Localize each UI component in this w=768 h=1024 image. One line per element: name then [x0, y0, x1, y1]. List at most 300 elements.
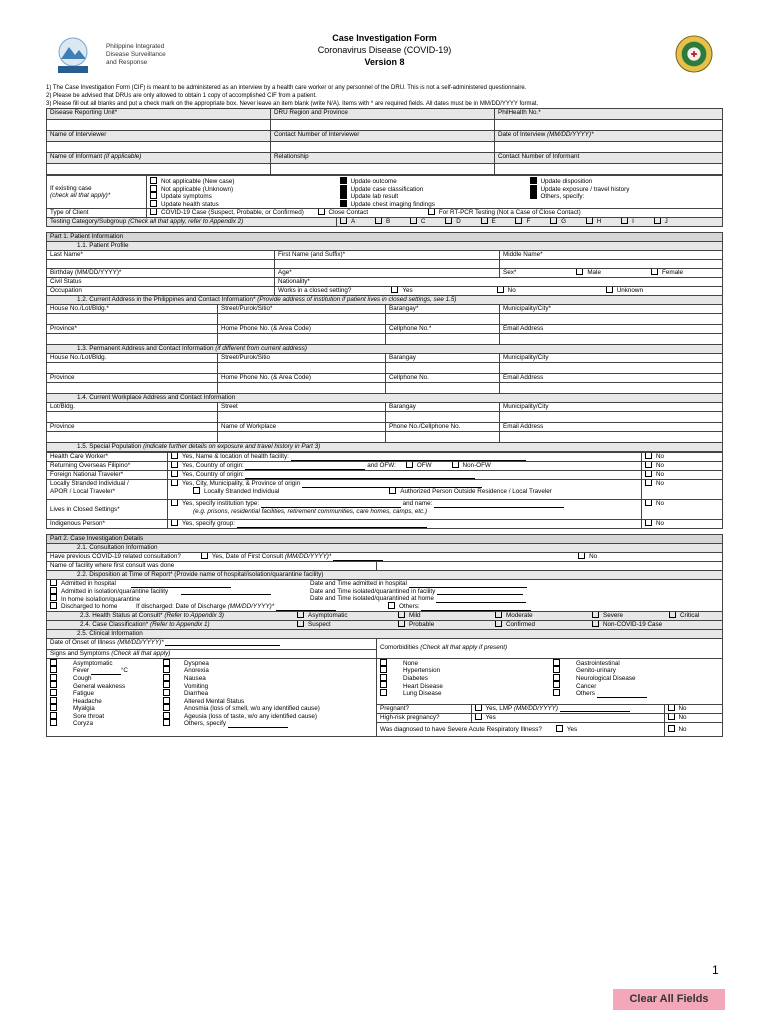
work-lot-field[interactable] — [47, 412, 218, 423]
hcw-label: Health Care Worker* — [47, 453, 168, 462]
checkbox[interactable] — [171, 480, 178, 487]
checkbox[interactable] — [621, 218, 628, 225]
sex-label: Sex* — [503, 269, 517, 277]
checkbox[interactable] — [481, 218, 488, 225]
perm-cellphone-field[interactable] — [386, 383, 500, 394]
option-label: Yes — [402, 287, 413, 295]
option-label: Vomiting — [184, 682, 209, 690]
checkbox[interactable] — [669, 611, 676, 618]
section-1-3-title — [47, 345, 723, 354]
checkbox[interactable] — [201, 553, 208, 560]
pregnant-yes — [471, 704, 664, 713]
checkbox[interactable] — [388, 602, 395, 609]
existing-label-note: (check all that apply)* — [50, 192, 111, 200]
closed-label: Lives in Closed Settings* — [47, 500, 168, 520]
comorbidities-header — [377, 638, 723, 658]
checkbox[interactable] — [171, 462, 178, 469]
perm-home-phone-label: Home Phone No. (& Area Code) — [218, 374, 386, 383]
sex-field — [500, 269, 723, 278]
last-name-label: Last Name* — [47, 251, 275, 260]
option-label: No — [656, 453, 665, 461]
work-email-field[interactable] — [500, 432, 723, 443]
checkbox[interactable] — [318, 209, 325, 216]
checkbox[interactable] — [398, 620, 405, 627]
checkbox[interactable] — [375, 218, 382, 225]
municipality-field[interactable] — [500, 314, 723, 325]
option-label: Asymptomatic — [73, 659, 113, 667]
disposition-date-line[interactable] — [436, 596, 526, 603]
option-label: No — [678, 704, 687, 712]
street-field[interactable] — [218, 314, 386, 325]
section-2-5-title: 2.5. Clinical Information — [47, 629, 723, 638]
region-field[interactable] — [271, 120, 495, 131]
special-population-table — [46, 452, 723, 529]
checkbox[interactable] — [171, 453, 178, 460]
closed-name-line[interactable] — [434, 501, 564, 508]
checkbox[interactable] — [297, 620, 304, 627]
facility-label: Name of facility where first consult was done — [47, 562, 377, 571]
logo-line-1: Philippine Integrated — [106, 43, 165, 50]
other-symptoms-line[interactable] — [228, 721, 288, 728]
checkbox[interactable] — [475, 713, 482, 720]
checkbox[interactable] — [606, 287, 613, 294]
existing-col-1 — [147, 176, 337, 209]
instruction-1: 1) The Case Investigation Form (CIF) is meant to be administered as an interview by a health care worker or any personnel of the DRU. This is not a self-administered questionnaire. — [46, 85, 527, 91]
checkbox[interactable] — [50, 674, 57, 681]
checkbox[interactable] — [530, 185, 537, 192]
option-label: Genito-urinary — [576, 667, 616, 675]
work-municipality-field[interactable] — [500, 412, 723, 423]
checkbox[interactable] — [163, 689, 170, 696]
section-2-4-text: 2.4. Case Classification* — [80, 620, 150, 628]
checkbox[interactable] — [586, 218, 593, 225]
checkbox[interactable] — [475, 704, 482, 711]
option-label: B — [385, 218, 391, 226]
section-1-3-text: 1.3. Permanent Address and Contact Information — [77, 345, 216, 353]
option-label: No — [656, 520, 665, 528]
signs-header — [47, 649, 377, 658]
section-2-4-title — [50, 621, 297, 628]
checkbox[interactable] — [578, 553, 585, 560]
checkbox[interactable] — [380, 689, 387, 696]
option-label: Not applicable (Unknown) — [161, 185, 234, 193]
middle-name-field[interactable] — [500, 260, 723, 269]
option-label: Heart Disease — [403, 682, 443, 690]
clear-all-fields-button[interactable]: Clear All Fields — [613, 989, 725, 1010]
part2-title: Part 2. Case Investigation Details — [47, 535, 723, 544]
work-phone-field[interactable] — [386, 432, 500, 443]
checkbox[interactable] — [163, 659, 170, 666]
checkbox[interactable] — [380, 666, 387, 673]
foreign-no — [642, 471, 723, 480]
option-label: Severe — [603, 611, 623, 619]
checkbox[interactable] — [651, 269, 658, 276]
option-label: Yes, specify institution type: — [182, 500, 260, 508]
signs-note: (Check all that apply) — [111, 649, 171, 657]
work-municipality-label: Municipality/City — [500, 403, 723, 412]
checkbox[interactable] — [553, 659, 560, 666]
checkbox[interactable] — [163, 712, 170, 719]
option-label: Update disposition — [540, 178, 593, 186]
checkbox[interactable] — [171, 471, 178, 478]
option-label: Yes, Date of First Consult — [211, 553, 285, 561]
work-barangay-label: Barangay — [386, 403, 500, 412]
option-label: Male — [587, 269, 601, 277]
checkbox[interactable] — [452, 462, 459, 469]
checkbox[interactable] — [50, 697, 57, 704]
part2-table — [46, 534, 723, 737]
checkbox[interactable] — [556, 725, 563, 732]
perm-email-field[interactable] — [500, 383, 723, 394]
checkbox[interactable] — [391, 287, 398, 294]
instructions — [46, 84, 723, 108]
work-province-label: Province — [47, 423, 218, 432]
contact-informant-field[interactable] — [495, 164, 723, 175]
highrisk-yes — [471, 713, 664, 722]
occupation-label: Occupation — [47, 287, 275, 296]
checkbox[interactable] — [645, 500, 652, 507]
cellphone-field[interactable] — [386, 334, 500, 345]
perm-email-label: Email Address — [500, 374, 723, 383]
form-header — [46, 30, 723, 84]
checkbox[interactable] — [50, 681, 57, 688]
checkbox[interactable] — [150, 192, 157, 199]
closed-and-label: and name: — [402, 500, 433, 508]
section-2-2-title: 2.2. Disposition at Time of Report* (Provide name of hospital/isolation/quarantine facility) — [47, 571, 723, 580]
doh-seal — [675, 35, 713, 73]
client-type-options — [147, 209, 723, 218]
section-1-2-note: (Provide address of institution if patient lives in closed settings, see 1.5) — [257, 296, 457, 304]
option-label: Others — [576, 690, 595, 698]
testing-category-options — [337, 218, 723, 227]
checkbox[interactable] — [50, 666, 57, 673]
checkbox[interactable] — [445, 218, 452, 225]
barangay-field[interactable] — [386, 314, 500, 325]
checkbox[interactable] — [398, 611, 405, 618]
hcw-options — [168, 453, 642, 462]
part1-title: Part 1. Patient Information — [47, 233, 723, 242]
checkbox[interactable] — [340, 192, 347, 199]
relationship-label: Relationship — [271, 153, 495, 164]
discharge-format: (MM/DD/YYYY)* — [227, 603, 275, 611]
foreign-country-line[interactable] — [245, 472, 475, 479]
workplace-label: Name of Workplace — [218, 423, 386, 432]
checkbox[interactable] — [50, 659, 57, 666]
date-interview-field[interactable] — [495, 142, 723, 153]
checkbox[interactable] — [668, 704, 675, 711]
foreign-label: Foreign National Traveler* — [47, 471, 168, 480]
pregnant-label: Pregnant? — [377, 704, 471, 713]
option-label: I — [632, 218, 634, 226]
checkbox[interactable] — [163, 704, 170, 711]
checkbox[interactable] — [150, 209, 157, 216]
option-label: Admitted in hospital — [61, 580, 116, 588]
perm-municipality-field[interactable] — [500, 363, 723, 374]
option-label: Non-OFW — [462, 462, 491, 470]
perm-house-label: House No./Lot/Bldg. — [47, 354, 218, 363]
checkbox[interactable] — [163, 681, 170, 688]
checkbox[interactable] — [654, 218, 661, 225]
checkbox[interactable] — [515, 218, 522, 225]
checkbox[interactable] — [50, 587, 57, 594]
lsi-options — [168, 480, 642, 500]
perm-street-field[interactable] — [218, 363, 386, 374]
checkbox[interactable] — [428, 209, 435, 216]
option-label: D — [456, 218, 461, 226]
checkbox[interactable] — [668, 713, 675, 720]
onset-date-line[interactable] — [165, 639, 280, 646]
closed-no — [642, 500, 723, 520]
testing-label-text: Testing Category/Subgroup — [50, 218, 129, 226]
checkbox[interactable] — [297, 611, 304, 618]
checkbox[interactable] — [553, 689, 560, 696]
checkbox[interactable] — [645, 471, 652, 478]
perm-cellphone-label: Cellphone No. — [386, 374, 500, 383]
section-2-3-text: 2.3. Health Status at Consult* — [80, 611, 165, 619]
hcw-facility-line[interactable] — [291, 454, 526, 461]
option-label: Mild — [409, 611, 421, 619]
cellphone-label: Cellphone No.* — [386, 325, 500, 334]
checkbox[interactable] — [50, 719, 57, 726]
option-label: For RT-PCR Testing (Not a Case of Close Contact) — [438, 209, 581, 217]
section-1-5-text: 1.5. Special Population — [77, 443, 144, 451]
checkbox[interactable] — [389, 487, 396, 494]
section-1-2-text: 1.2. Current Address in the Philippines and Contact Information* — [77, 296, 258, 304]
form-subtitle: Coronavirus Disease (COVID-19) — [317, 45, 452, 55]
informant-text: Name of Informant — [50, 153, 104, 160]
checkbox[interactable] — [150, 185, 157, 192]
perm-municipality-label: Municipality/City — [500, 354, 723, 363]
perm-home-phone-field[interactable] — [218, 383, 386, 394]
form-title-block — [46, 32, 723, 68]
option-label: Admitted in isolation/quarantine facility — [61, 588, 169, 596]
interviewer-field[interactable] — [47, 142, 271, 153]
checkbox[interactable] — [193, 487, 200, 494]
lmp-date-line[interactable] — [560, 705, 630, 712]
checkbox[interactable] — [410, 218, 417, 225]
perm-province-field[interactable] — [47, 383, 218, 394]
checkbox[interactable] — [150, 200, 157, 207]
section-1-1-title: 1.1. Patient Profile — [47, 242, 723, 251]
existing-case-label — [47, 176, 147, 209]
checkbox[interactable] — [592, 620, 599, 627]
option-label: Authorized Person Outside Residence / Local Traveler — [400, 488, 552, 496]
work-lot-label: Lot/Bldg. — [47, 403, 218, 412]
home-phone-label: Home Phone No. (& Area Code) — [218, 325, 386, 334]
checkbox[interactable] — [50, 602, 57, 609]
option-label: None — [403, 659, 419, 667]
philhealth-field[interactable] — [495, 120, 723, 131]
discharge-date-line[interactable] — [276, 604, 336, 611]
last-name-field[interactable] — [47, 260, 275, 269]
checkbox[interactable] — [380, 659, 387, 666]
checkbox[interactable] — [550, 218, 557, 225]
checkbox[interactable] — [163, 719, 170, 726]
logo-line-3: and Response — [106, 59, 148, 66]
form-page — [46, 30, 723, 737]
indigenous-group-line[interactable] — [237, 521, 427, 528]
relationship-field[interactable] — [271, 164, 495, 175]
option-label: Headache — [73, 697, 102, 705]
checkbox[interactable] — [645, 462, 652, 469]
option-label: Discharged to home — [61, 603, 118, 611]
email-field[interactable] — [500, 334, 723, 345]
section-1-5-title — [47, 443, 723, 452]
disposition-line[interactable] — [181, 588, 271, 595]
checkbox[interactable] — [553, 681, 560, 688]
work-street-label: Street — [218, 403, 386, 412]
option-label: Confirmed — [506, 620, 536, 628]
contact-interviewer-field[interactable] — [271, 142, 495, 153]
foreign-options — [168, 471, 642, 480]
lmp-format: (MM/DD/YYYY) — [513, 704, 558, 712]
option-label: Moderate — [506, 611, 533, 619]
first-consult-date-line[interactable] — [333, 554, 383, 561]
option-label: Fever — [73, 667, 90, 675]
province-field[interactable] — [47, 334, 218, 345]
region-label: DRU Region and Province — [271, 109, 495, 120]
option-label: Yes, City, Municipality, & Province of origin — [182, 480, 301, 488]
disposition-block — [47, 580, 723, 611]
pregnant-no — [664, 704, 722, 713]
checkbox[interactable] — [380, 674, 387, 681]
fever-temperature-line[interactable] — [91, 668, 121, 675]
option-label: Unknown — [616, 287, 643, 295]
checkbox[interactable] — [553, 666, 560, 673]
previous-consult-label: Have previous COVID-19 related consultation? — [50, 553, 181, 561]
checkbox[interactable] — [50, 594, 57, 601]
checkbox[interactable] — [340, 218, 347, 225]
checkbox[interactable] — [495, 620, 502, 627]
date-interview-text: Date of Interview — [498, 131, 547, 138]
other-comorbidity-line[interactable] — [597, 691, 647, 698]
checkbox[interactable] — [576, 269, 583, 276]
checkbox[interactable] — [530, 192, 537, 199]
home-phone-field[interactable] — [218, 334, 386, 345]
option-label: Myalgia — [73, 705, 95, 713]
facility-field[interactable] — [377, 562, 723, 571]
option-label: General weakness — [73, 682, 126, 690]
checkbox[interactable] — [645, 480, 652, 487]
checkbox[interactable] — [340, 177, 347, 184]
checkbox[interactable] — [645, 520, 652, 527]
ofw-country-line[interactable] — [245, 463, 365, 470]
option-label: Lung Disease — [403, 690, 442, 698]
checkbox[interactable] — [50, 689, 57, 696]
work-barangay-field[interactable] — [386, 412, 500, 423]
checkbox[interactable] — [495, 611, 502, 618]
ofw-options — [168, 462, 642, 471]
others-line[interactable] — [421, 604, 531, 611]
option-label: Yes, LMP — [485, 704, 514, 712]
checkbox[interactable] — [171, 520, 178, 527]
testing-label-note: (Check all that apply, refer to Appendix 2) — [128, 218, 244, 226]
date-interview-label — [495, 131, 723, 142]
checkbox[interactable] — [340, 185, 347, 192]
option-label: Yes — [566, 725, 578, 733]
sari-label: Was diagnosed to have Severe Acute Respiratory Illness? — [380, 725, 542, 733]
option-label: Update lab result — [350, 193, 399, 201]
checkbox[interactable] — [497, 287, 504, 294]
checkbox[interactable] — [406, 462, 413, 469]
highrisk-label: High-risk pregnancy? — [377, 713, 471, 722]
section-1-3-note: (if different from current address) — [215, 345, 307, 353]
work-province-field[interactable] — [47, 432, 218, 443]
checkbox[interactable] — [163, 697, 170, 704]
perm-province-label: Province — [47, 374, 218, 383]
option-label: Anorexia — [184, 667, 209, 675]
checkbox[interactable] — [171, 500, 178, 507]
option-label: Female — [661, 269, 683, 277]
checkbox[interactable] — [163, 666, 170, 673]
section-2-1-title: 2.1. Consultation Information — [47, 544, 723, 553]
first-name-field[interactable] — [275, 260, 500, 269]
option-label: Yes, Country of origin: — [182, 462, 244, 470]
closed-example: (e.g. prisons, residential facilities, retirement communities, care homes, camps, etc.) — [193, 507, 428, 515]
checkbox[interactable] — [163, 674, 170, 681]
option-label: J — [664, 218, 668, 226]
option-label: Sore throat — [73, 712, 105, 720]
section-2-4-note: (Refer to Appendix 1) — [150, 620, 210, 628]
closed-type-line[interactable] — [261, 501, 401, 508]
checkbox[interactable] — [592, 611, 599, 618]
disposition-line[interactable] — [131, 581, 231, 588]
work-street-field[interactable] — [218, 412, 386, 423]
option-label: C — [420, 218, 426, 226]
option-label: No — [507, 287, 516, 295]
perm-house-field[interactable] — [47, 363, 218, 374]
disposition-date-line[interactable] — [437, 588, 523, 595]
option-label: Gastrointestinal — [576, 659, 620, 667]
checkbox[interactable] — [553, 674, 560, 681]
disposition-date-label: Date and Time isolated/quarantined at home — [310, 595, 434, 603]
checkbox[interactable] — [380, 681, 387, 688]
checkbox[interactable] — [645, 453, 652, 460]
option-label: No — [589, 553, 598, 561]
perm-barangay-field[interactable] — [386, 363, 500, 374]
option-label: Update exposure / travel history — [540, 185, 630, 193]
form-title: Case Investigation Form — [332, 33, 437, 43]
option-label: Yes, Name & location of health facility: — [182, 453, 289, 461]
option-label: Ageusia (loss of taste, w/o any identified cause) — [184, 712, 318, 720]
checkbox[interactable] — [50, 580, 57, 587]
option-label: E — [491, 218, 496, 226]
option-label: Others, specify — [184, 720, 226, 728]
page-number: 1 — [712, 963, 719, 977]
disposition-date-line[interactable] — [409, 581, 527, 588]
checkbox[interactable] — [340, 200, 347, 207]
checkbox[interactable] — [668, 725, 675, 732]
province-label: Province* — [47, 325, 218, 334]
workplace-field[interactable] — [218, 432, 386, 443]
option-label: F — [526, 218, 531, 226]
first-name-label: First Name (and Suffix)* — [275, 251, 500, 260]
checkbox[interactable] — [530, 177, 537, 184]
option-label: Coryza — [73, 720, 93, 728]
dru-field[interactable] — [47, 120, 271, 131]
onset-label: Date of Onset of Illness — [50, 638, 118, 646]
informant-field[interactable] — [47, 164, 271, 175]
health-status-row — [47, 611, 723, 620]
comorbidities-block — [377, 658, 723, 737]
indigenous-no — [642, 520, 723, 529]
checkbox[interactable] — [150, 177, 157, 184]
existing-col-2 — [337, 176, 527, 209]
checkbox[interactable] — [50, 712, 57, 719]
option-label: Close Contact — [328, 209, 369, 217]
house-field[interactable] — [47, 314, 218, 325]
checkbox[interactable] — [50, 704, 57, 711]
